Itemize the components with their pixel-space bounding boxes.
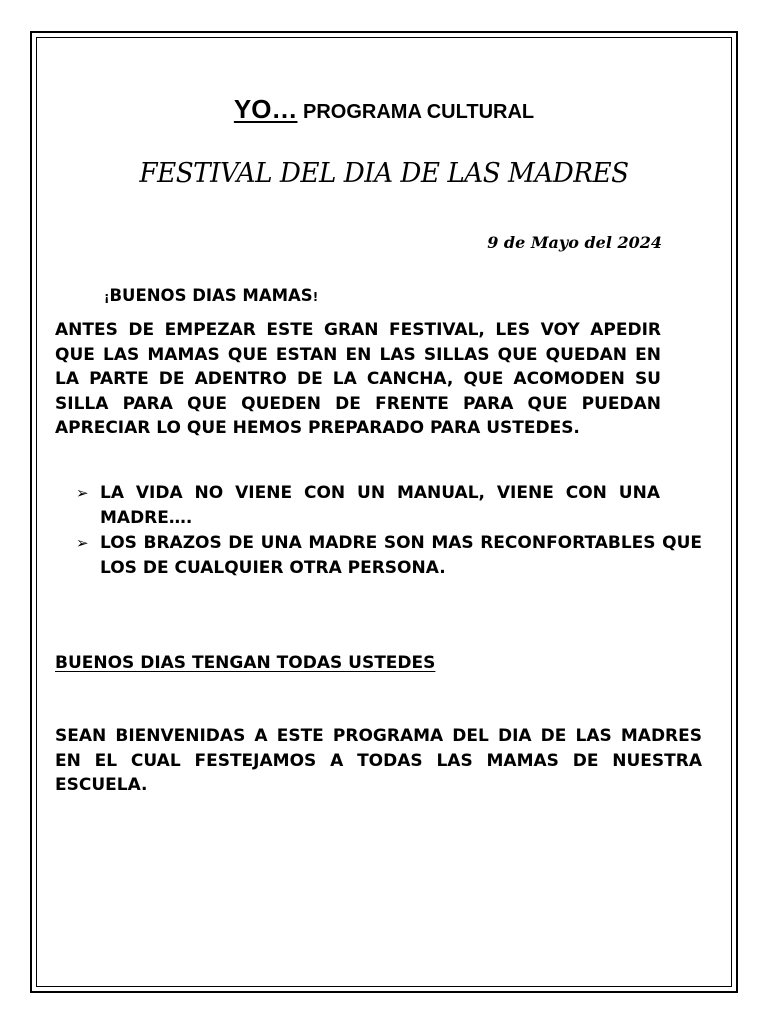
greeting-text: BUENOS DIAS MAMAS xyxy=(109,286,313,305)
intro-paragraph: ANTES DE EMPEZAR ESTE GRAN FESTIVAL, LES VOY APEDIR QUE LAS MAMAS QUE ESTAN EN LAS SILLAS QUE QUEDAN EN LA PARTE DE ADENTRO DE LA CANCHA, QUE ACOMODEN SU SILLA PARA QUE QUEDEN DE FRENTE PARA QUE PUEDAN APRECIAR LO QUE HEMOS PREPARADO PARA USTEDES. xyxy=(55,320,661,438)
quote-text: LA VIDA NO VIENE CON UN MANUAL, VIENE CON UNA MADRE…. xyxy=(100,483,660,528)
arrow-bullet-icon: ➢ xyxy=(76,534,89,552)
quote-text: LOS BRAZOS DE UNA MADRE SON MAS RECONFORTABLES QUE LOS DE CUALQUIER OTRA PERSONA. xyxy=(100,533,702,578)
event-date: 9 de Mayo del 2024 xyxy=(487,233,662,252)
greeting-close-mark: ! xyxy=(312,290,319,304)
document-header xyxy=(0,94,768,125)
greeting-open-mark: ¡ xyxy=(104,290,110,304)
quote-item xyxy=(76,481,660,530)
quote-item xyxy=(76,531,702,580)
welcome-paragraph: SEAN BIENVENIDAS A ESTE PROGRAMA DEL DIA DE LAS MADRES EN EL CUAL FESTEJAMOS A TODAS LAS MAMAS DE NUESTRA ESCUELA. xyxy=(55,726,702,795)
quote-list xyxy=(76,481,702,581)
festival-title: FESTIVAL DEL DIA DE LAS MADRES xyxy=(139,158,629,189)
header-program-label: PROGRAMA CULTURAL xyxy=(297,101,535,123)
arrow-bullet-icon: ➢ xyxy=(76,484,89,502)
closing-heading: BUENOS DIAS TENGAN TODAS USTEDES xyxy=(55,653,436,673)
greeting xyxy=(104,286,318,305)
header-yo: YO… xyxy=(233,94,298,124)
